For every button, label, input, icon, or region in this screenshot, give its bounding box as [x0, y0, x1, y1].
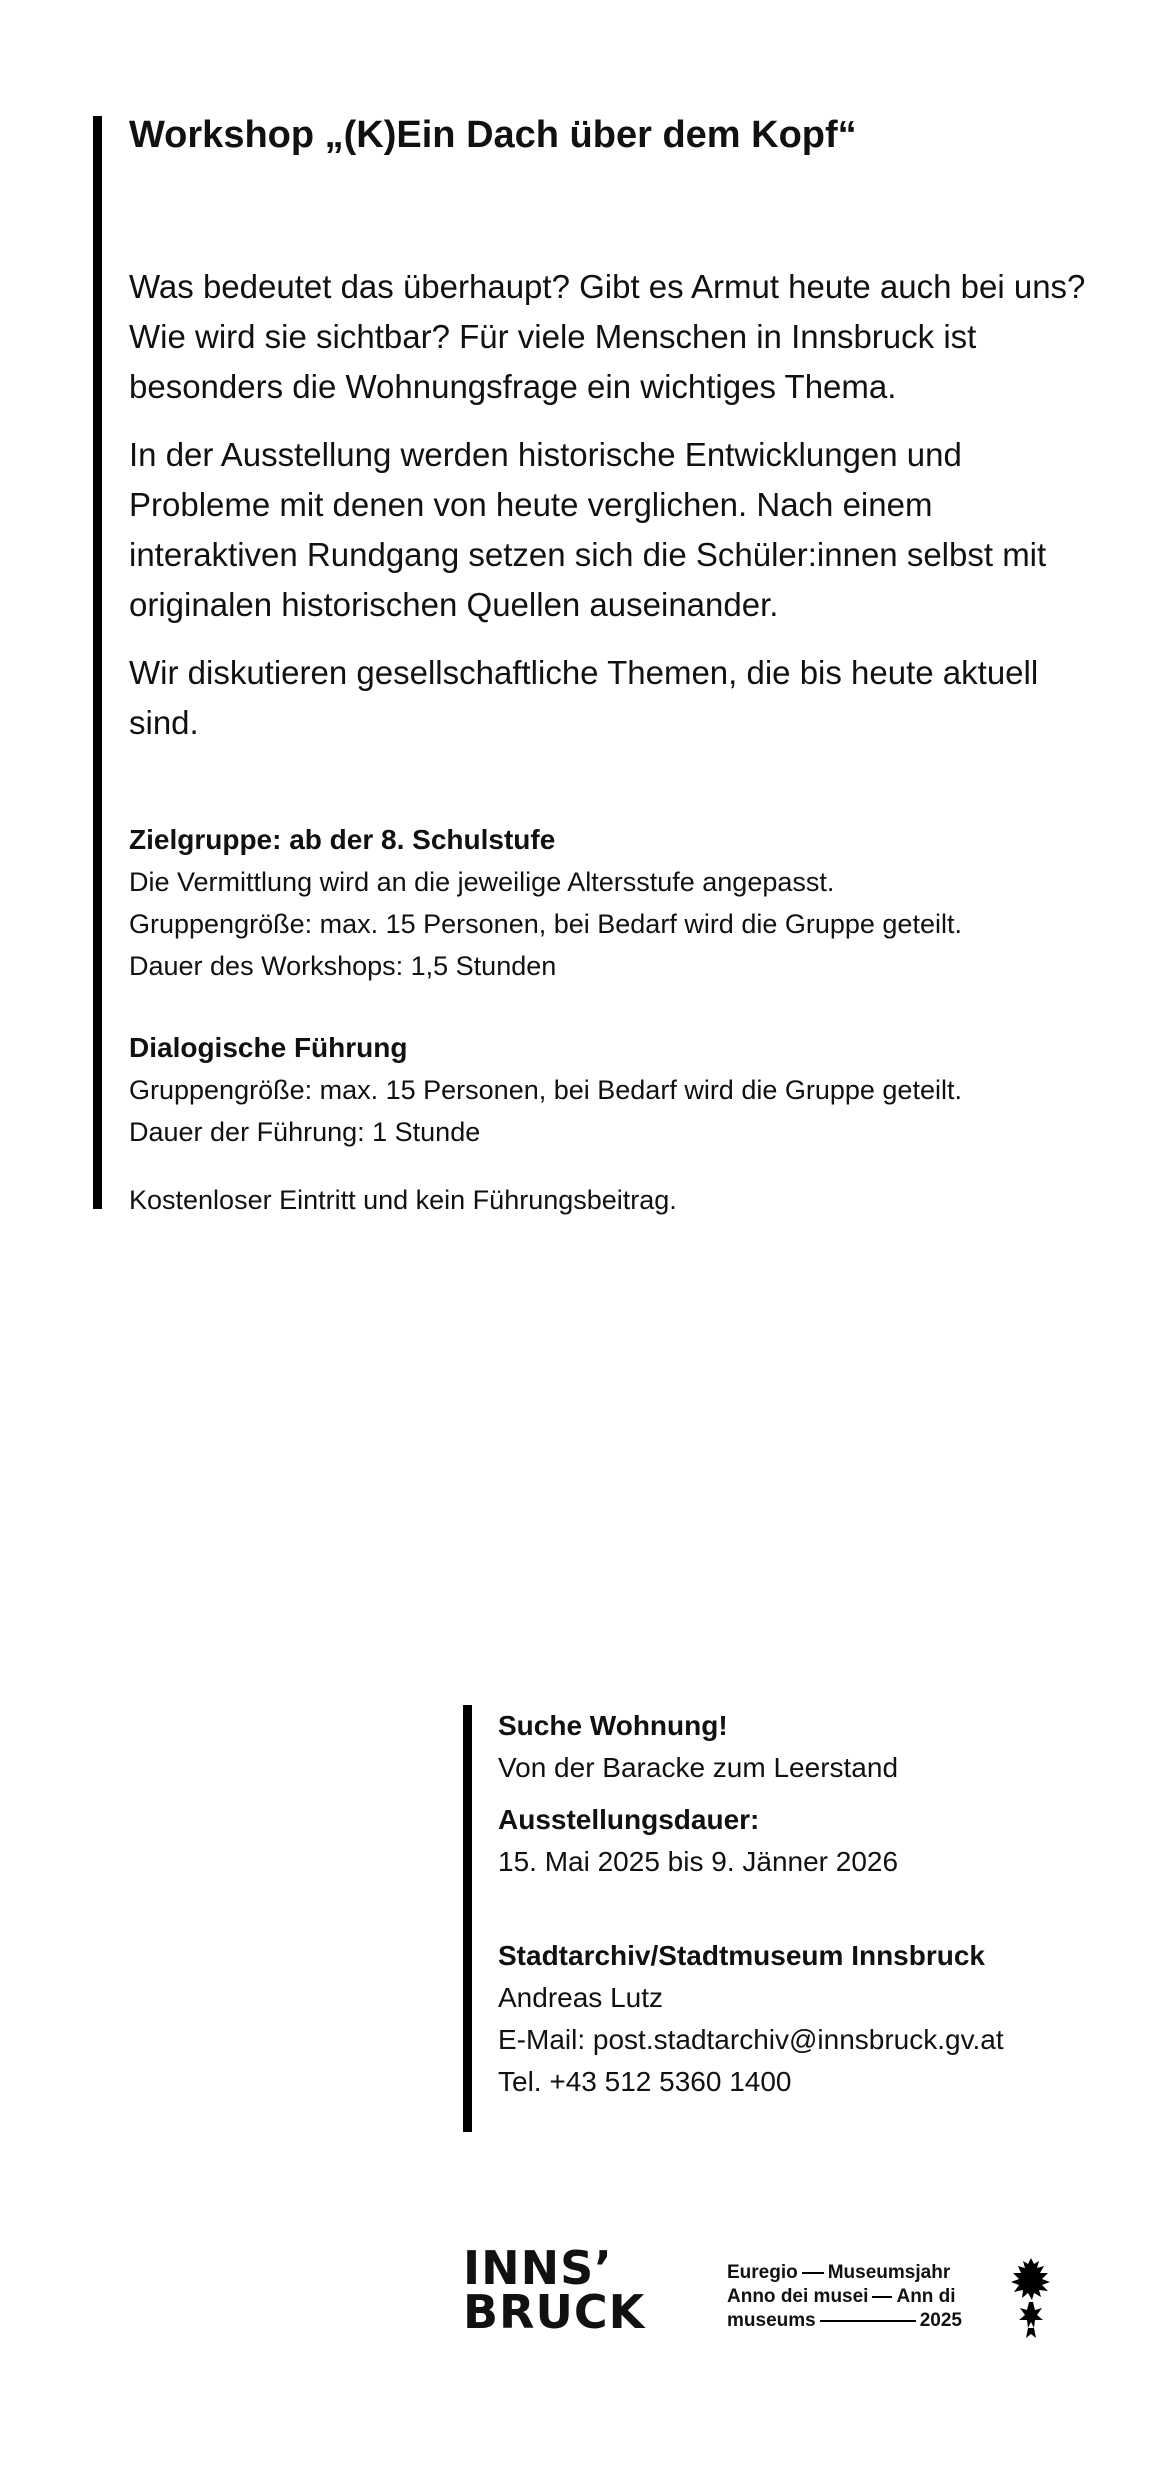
- euregio-text: Anno dei musei: [727, 2286, 869, 2307]
- tour-line: Gruppengröße: max. 15 Personen, bei Bedarf wird die Gruppe geteilt.: [129, 1075, 962, 1105]
- euregio-text: Ann di: [896, 2286, 956, 2307]
- duration-value: 15. Mai 2025 bis 9. Jänner 2026: [498, 1846, 899, 1877]
- target-group-heading: Zielgruppe: ab der 8. Schulstufe: [129, 824, 556, 855]
- guided-tour-heading: Dialogische Führung: [129, 1032, 408, 1063]
- logo-line: BRUCK: [463, 2285, 646, 2339]
- target-line: Dauer des Workshops: 1,5 Stunden: [129, 951, 557, 981]
- contact-person: Andreas Lutz: [498, 1982, 663, 2013]
- intro-paragraph-2: In der Ausstellung werden historische Entwicklungen und Probleme mit denen von heute verglichen. Nach einem interaktiven Rundgang setzen sich die Schüler:innen selbst mit originalen historischen Quellen auseinander.: [129, 436, 1047, 623]
- target-group: [129, 819, 1093, 987]
- eagle-icon: [1006, 2256, 1056, 2340]
- contact-block: [498, 1935, 1083, 2103]
- euregio-logo: [727, 2261, 962, 2333]
- contact-email: E-Mail: post.stadtarchiv@innsbruck.gv.at: [498, 2024, 1004, 2055]
- exhibition-subtitle: Von der Baracke zum Leerstand: [498, 1752, 899, 1783]
- euregio-text: 2025: [919, 2310, 962, 2331]
- workshop-title: Workshop „(K)Ein Dach über dem Kopf“: [129, 114, 857, 156]
- exhibition-info: [463, 1705, 1083, 2132]
- innsbruck-logo: [463, 2241, 646, 2339]
- exhibition-title: Suche Wohnung!: [498, 1710, 728, 1741]
- workshop-section: [93, 114, 1093, 1215]
- target-line: Gruppengröße: max. 15 Personen, bei Bedarf wird die Gruppe geteilt.: [129, 909, 962, 939]
- euregio-text: Museumsjahr: [827, 2262, 951, 2283]
- target-line: Die Vermittlung wird an die jeweilige Altersstufe angepasst.: [129, 867, 835, 897]
- euregio-text: museums: [727, 2310, 816, 2331]
- intro-paragraph-3: Wir diskutieren gesellschaftliche Themen, die bis heute aktuell sind.: [129, 654, 1039, 741]
- logo-line: INNS’: [463, 2241, 613, 2295]
- admission-note: Kostenloser Eintritt und kein Führungsbeitrag.: [129, 1185, 677, 1215]
- contact-phone: Tel. +43 512 5360 1400: [498, 2066, 792, 2097]
- euregio-text: Euregio: [727, 2262, 798, 2283]
- intro-paragraph-1: Was bedeutet das überhaupt? Gibt es Armut heute auch bei uns? Wie wird sie sichtbar? Für viele Menschen in Innsbruck ist besonders die Wohnungsfrage ein wichtiges Thema.: [129, 268, 1086, 405]
- duration-label: Ausstellungsdauer:: [498, 1804, 760, 1835]
- contact-org: Stadtarchiv/Stadtmuseum Innsbruck: [498, 1940, 986, 1971]
- guided-tour: [129, 1027, 1093, 1153]
- tour-line: Dauer der Führung: 1 Stunde: [129, 1117, 481, 1147]
